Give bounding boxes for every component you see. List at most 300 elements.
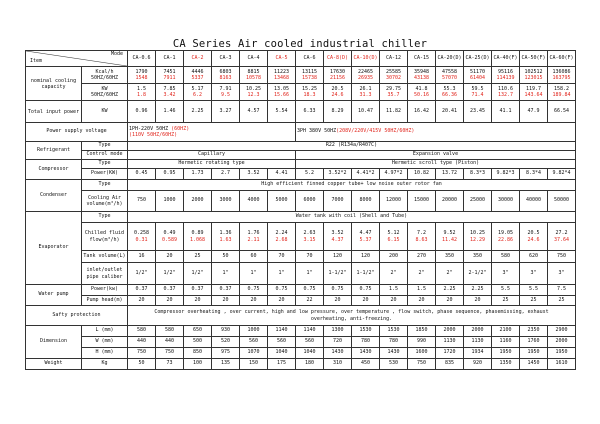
chilled-flow-cell — [184, 223, 212, 251]
kcal-cell — [352, 67, 380, 84]
kcal-cell — [268, 67, 296, 84]
flow-60hz: 4.37 — [331, 236, 344, 243]
total-power-cell: 11.82 — [380, 101, 408, 123]
safety-protection-text — [128, 306, 576, 326]
evaporator-label: Evaporator — [26, 212, 82, 285]
pump-head-cell: 20 — [464, 296, 492, 306]
kw-cell — [520, 84, 548, 101]
flow-60hz: 12.29 — [469, 236, 486, 243]
cooling-air-cell: 40000 — [520, 191, 548, 212]
dimension-label: Dimension — [26, 326, 82, 359]
compressor-power-cell: 0.95 — [156, 169, 184, 180]
model-header: CA-2 — [184, 51, 212, 67]
flow-60hz: 0.589 — [161, 236, 178, 243]
pump-power-cell: 0.75 — [296, 285, 324, 296]
tank-volume-cell: 70 — [296, 251, 324, 263]
cooling-air-cell: 15000 — [408, 191, 436, 212]
model-header: CA-15 — [408, 51, 436, 67]
model-header: CA-25(D) — [464, 51, 492, 67]
weight-cell: 180 — [296, 359, 324, 370]
total-power-label: Total input power — [26, 101, 82, 123]
kw-60hz: 66.36 — [441, 92, 458, 98]
kw-cell — [352, 84, 380, 101]
dimension-w-cell: 560 — [296, 337, 324, 348]
total-power-cell: 41.1 — [492, 101, 520, 123]
kw-50hz: 7.85 — [163, 85, 176, 92]
pipe-caliber-cell: 2-1/2" — [464, 263, 492, 285]
condenser-type-value: High efficient finned copper tube+ low noise outer rotor fan — [128, 180, 576, 191]
kcal-50hz: 102512 — [524, 68, 543, 75]
compressor-power-cell: 1.73 — [184, 169, 212, 180]
chilled-flow-label-top: Chilled fluid — [84, 230, 125, 237]
kw-60hz: 143.64 — [524, 92, 543, 98]
chilled-flow-cell — [268, 223, 296, 251]
dimension-h-cell: 1950 — [520, 348, 548, 359]
kcal-60hz: 7911 — [163, 75, 176, 81]
flow-50hz: 4.47 — [359, 230, 372, 237]
page-title: CA Series Air cooled industrial chiller — [172, 38, 428, 50]
compressor-type-label: Type — [82, 160, 128, 169]
three-phase-supply — [296, 123, 576, 142]
pump-power-cell: 2.25 — [436, 285, 464, 296]
kw-50hz: 41.8 — [415, 85, 428, 92]
kcal-50hz: 4446 — [191, 68, 204, 75]
chilled-flow-cell — [520, 223, 548, 251]
tank-volume-cell: 750 — [548, 251, 576, 263]
dimension-l-cell: 1530 — [352, 326, 380, 337]
pump-power-cell: 1.5 — [380, 285, 408, 296]
kcal-60hz: 43138 — [413, 75, 430, 81]
kcal-50hz: 8815 — [247, 68, 260, 75]
pipe-caliber-cell: 2" — [408, 263, 436, 285]
tank-volume-cell: 70 — [268, 251, 296, 263]
condenser-type-label: Type — [82, 180, 128, 191]
cooling-air-cell: 7000 — [324, 191, 352, 212]
flow-50hz: 0.258 — [133, 230, 150, 237]
dimension-l-cell: 1850 — [408, 326, 436, 337]
total-power-cell: 8.29 — [324, 101, 352, 123]
kw-50hz: 20.5 — [331, 85, 344, 92]
power-supply-label: Power supply voltage — [26, 123, 128, 142]
mode-label: Mode — [110, 51, 123, 57]
pump-head-label: Pump head(m) — [82, 296, 128, 306]
weight-label: Weight — [26, 359, 82, 370]
pump-head-cell: 20 — [380, 296, 408, 306]
dimension-w-cell: 990 — [408, 337, 436, 348]
compressor-power-cell: 3.52*2 — [324, 169, 352, 180]
dimension-w-cell: 520 — [212, 337, 240, 348]
evaporator-type-value: Water tank with coil (Shell and Tube) — [128, 212, 576, 223]
dimension-h-cell: 975 — [212, 348, 240, 359]
kw-60hz: 12.3 — [247, 92, 260, 98]
kcal-50hz: 35948 — [413, 68, 430, 75]
refrigerant-label: Refrigerant — [26, 142, 82, 160]
kcal-60hz: 21156 — [329, 75, 346, 81]
cooling-air-label-top: Cooling Air — [87, 194, 122, 201]
flow-60hz: 2.68 — [275, 236, 288, 243]
kw-50hz: 7.91 — [219, 85, 232, 92]
dimension-h-cell: 850 — [184, 348, 212, 359]
kw-cell — [408, 84, 436, 101]
flow-60hz: 22.86 — [497, 236, 514, 243]
pump-power-cell: 5.5 — [520, 285, 548, 296]
chilled-flow-label-bottom: flow(m³/h) — [89, 236, 120, 243]
cooling-capacity-label: nominal cooling capacity — [26, 67, 82, 101]
cooling-air-cell: 6000 — [296, 191, 324, 212]
kw-cell — [184, 84, 212, 101]
kcal-60hz: 13468 — [273, 75, 290, 81]
model-header: CA-3 — [212, 51, 240, 67]
dimension-w-cell: 1160 — [492, 337, 520, 348]
dimension-h-cell: 1600 — [408, 348, 436, 359]
kcal-50hz: 22465 — [357, 68, 374, 75]
pump-power-cell: 1.5 — [408, 285, 436, 296]
kcal-cell — [492, 67, 520, 84]
compressor-power-cell: 8.3*3 — [464, 169, 492, 180]
kcal-60hz: 8163 — [219, 75, 232, 81]
kcal-60hz: 123015 — [524, 75, 543, 81]
pipe-caliber-cell: 1" — [240, 263, 268, 285]
compressor-power-cell: 2.7 — [212, 169, 240, 180]
flow-50hz: 3.52 — [331, 230, 344, 237]
pump-head-cell: 20 — [184, 296, 212, 306]
dimension-l-cell: 1000 — [240, 326, 268, 337]
control-capillary: Capillary — [128, 151, 296, 160]
compressor-power-cell: 8.3*4 — [520, 169, 548, 180]
dimension-w-label: W (mm) — [82, 337, 128, 348]
kw-60hz: 71.4 — [471, 92, 484, 98]
safety-protection-label: Safty protection — [26, 306, 128, 326]
compressor-power-cell: 4.41 — [268, 169, 296, 180]
kw-60hz: 9.5 — [220, 92, 231, 98]
kw-60hz: 35.7 — [387, 92, 400, 98]
flow-60hz: 1.63 — [219, 236, 232, 243]
compressor-power-cell: 10.82 — [408, 169, 436, 180]
kcal-50hz: 95116 — [497, 68, 514, 75]
compressor-power-cell: 0.45 — [128, 169, 156, 180]
safety-line-2: overheating, anti-freezing. — [310, 315, 393, 322]
kcal-50hz: 47558 — [441, 68, 458, 75]
kw-unit-top: KW — [101, 85, 108, 92]
chilled-flow-cell — [380, 223, 408, 251]
model-header: CA-50(F) — [520, 51, 548, 67]
pump-head-cell: 25 — [492, 296, 520, 306]
compressor-power-cell: 3.52 — [240, 169, 268, 180]
cooling-air-label-bottom: volume(m³/h) — [86, 201, 123, 207]
pump-power-cell: 5.5 — [492, 285, 520, 296]
pipe-caliber-cell: 1/2" — [156, 263, 184, 285]
weight-cell: 50 — [128, 359, 156, 370]
tank-volume-cell: 620 — [520, 251, 548, 263]
kw-cell — [268, 84, 296, 101]
kcal-60hz: 57070 — [441, 75, 458, 81]
weight-cell: 310 — [324, 359, 352, 370]
cooling-air-cell: 8000 — [352, 191, 380, 212]
pipe-caliber-label — [82, 263, 128, 285]
pipe-caliber-label-top: inlet/outlet — [86, 267, 123, 274]
three-phase-alt-freq: 50HZ/60HZ) — [384, 128, 415, 135]
flow-50hz: 0.49 — [163, 230, 176, 237]
total-power-cell: 20.41 — [436, 101, 464, 123]
kcal-unit-bottom: 50HZ/60HZ — [90, 75, 119, 81]
compressor-power-cell: 13.72 — [436, 169, 464, 180]
model-header: CA-4 — [240, 51, 268, 67]
tank-volume-cell: 270 — [408, 251, 436, 263]
flow-60hz: 0.31 — [135, 236, 148, 243]
dimension-h-cell: 1040 — [296, 348, 324, 359]
total-power-cell: 3.27 — [212, 101, 240, 123]
flow-50hz: 10.25 — [469, 230, 486, 237]
evaporator-type-label: Type — [82, 212, 128, 223]
kcal-unit-label — [82, 67, 128, 84]
tank-volume-cell: 120 — [352, 251, 380, 263]
dimension-h-cell: 1950 — [548, 348, 576, 359]
total-power-cell: 66.54 — [548, 101, 576, 123]
pipe-caliber-cell: 1-1/2" — [352, 263, 380, 285]
condenser-label: Condenser — [26, 180, 82, 212]
kw-60hz: 6.2 — [192, 92, 203, 98]
weight-cell: 100 — [184, 359, 212, 370]
dimension-w-cell: 1760 — [520, 337, 548, 348]
pump-power-cell: 2.25 — [464, 285, 492, 296]
tank-volume-cell: 580 — [492, 251, 520, 263]
chilled-flow-cell — [128, 223, 156, 251]
cooling-air-cell: 4000 — [240, 191, 268, 212]
control-mode-label: Control mode — [82, 151, 128, 160]
weight-cell: 450 — [352, 359, 380, 370]
kw-60hz: 1.8 — [136, 92, 147, 98]
pump-power-cell: 0.75 — [352, 285, 380, 296]
chilled-flow-cell — [240, 223, 268, 251]
weight-cell: 920 — [464, 359, 492, 370]
kcal-60hz: 10578 — [245, 75, 262, 81]
pump-power-cell: 0.75 — [268, 285, 296, 296]
kcal-cell — [548, 67, 576, 84]
chilled-flow-cell — [324, 223, 352, 251]
kcal-50hz: 25585 — [385, 68, 402, 75]
pipe-caliber-cell: 3" — [548, 263, 576, 285]
dimension-l-cell: 2000 — [436, 326, 464, 337]
dimension-l-cell: 580 — [128, 326, 156, 337]
weight-cell: 175 — [268, 359, 296, 370]
model-header: CA-10(D) — [352, 51, 380, 67]
dimension-l-label: L (mm) — [82, 326, 128, 337]
kcal-50hz: 1790 — [135, 68, 148, 75]
kcal-60hz: 5337 — [191, 75, 204, 81]
kw-60hz: 3.42 — [163, 92, 176, 98]
kcal-60hz: 15738 — [301, 75, 318, 81]
kw-cell — [464, 84, 492, 101]
flow-60hz: 6.15 — [387, 236, 400, 243]
dimension-w-cell: 560 — [240, 337, 268, 348]
weight-cell: 1450 — [520, 359, 548, 370]
compressor-power-cell: 4.97*2 — [380, 169, 408, 180]
flow-50hz: 1.36 — [219, 230, 232, 237]
kcal-50hz: 6803 — [219, 68, 232, 75]
control-expansion-valve: Expansion valve — [296, 151, 576, 160]
refrigerant-type-value: R22 (R134a/R407C) — [128, 142, 576, 151]
cooling-air-cell: 30000 — [492, 191, 520, 212]
pipe-caliber-cell: 1" — [268, 263, 296, 285]
dimension-w-cell: 1130 — [464, 337, 492, 348]
spec-table — [25, 50, 576, 370]
kcal-60hz: 114139 — [496, 75, 515, 81]
cooling-air-cell: 20000 — [436, 191, 464, 212]
chilled-flow-label — [82, 223, 128, 251]
tank-volume-label: Tank volume(L) — [82, 251, 128, 263]
pipe-caliber-cell: 2" — [436, 263, 464, 285]
chilled-flow-cell — [156, 223, 184, 251]
dimension-w-cell: 440 — [128, 337, 156, 348]
weight-unit: Kg — [82, 359, 128, 370]
dimension-h-cell: 1430 — [380, 348, 408, 359]
pump-power-cell: 0.37 — [128, 285, 156, 296]
kcal-cell — [464, 67, 492, 84]
kw-cell — [380, 84, 408, 101]
cooling-air-cell: 50000 — [548, 191, 576, 212]
cooling-air-label — [82, 191, 128, 212]
pump-head-cell: 20 — [352, 296, 380, 306]
kw-60hz: 18.3 — [303, 92, 316, 98]
dimension-l-cell: 2900 — [548, 326, 576, 337]
flow-50hz: 27.2 — [555, 230, 568, 237]
kcal-50hz: 51170 — [469, 68, 486, 75]
pump-power-cell: 0.37 — [156, 285, 184, 296]
dimension-l-cell: 2000 — [464, 326, 492, 337]
kcal-unit-top: Kcal/h — [95, 68, 114, 75]
flow-50hz: 2.63 — [303, 230, 316, 237]
kw-50hz: 1.5 — [136, 85, 147, 92]
pipe-caliber-cell: 3" — [520, 263, 548, 285]
kcal-cell — [184, 67, 212, 84]
dimension-l-cell: 1140 — [296, 326, 324, 337]
kw-50hz: 5.17 — [191, 85, 204, 92]
kcal-60hz: 1548 — [135, 75, 148, 81]
kcal-50hz: 11223 — [273, 68, 290, 75]
chilled-flow-cell — [464, 223, 492, 251]
total-power-cell: 23.45 — [464, 101, 492, 123]
dimension-h-label: H (mm) — [82, 348, 128, 359]
single-phase-supply — [128, 123, 296, 142]
compressor-power-cell: 4.41*2 — [352, 169, 380, 180]
compressor-power-cell: 5.2 — [296, 169, 324, 180]
pipe-caliber-cell: 1/2" — [184, 263, 212, 285]
kw-cell — [240, 84, 268, 101]
kcal-cell — [380, 67, 408, 84]
dimension-h-cell: 750 — [156, 348, 184, 359]
kw-60hz: 24.6 — [331, 92, 344, 98]
model-header: CA-1 — [156, 51, 184, 67]
weight-cell: 135 — [212, 359, 240, 370]
three-phase-alt-voltage: (208V/220V/415V — [336, 128, 382, 135]
refrigerant-type-label: Type — [82, 142, 128, 151]
pipe-caliber-cell: 3" — [492, 263, 520, 285]
single-phase-110v: (110V 50HZ/60HZ) — [129, 132, 178, 138]
cooling-air-cell: 750 — [128, 191, 156, 212]
compressor-power-cell: 9.82*4 — [548, 169, 576, 180]
tank-volume-cell: 25 — [184, 251, 212, 263]
kw-50hz: 119.7 — [525, 85, 542, 92]
kw-cell — [128, 84, 156, 101]
pump-head-cell: 20 — [212, 296, 240, 306]
kw-cell — [212, 84, 240, 101]
chilled-flow-cell — [352, 223, 380, 251]
pipe-caliber-label-bottom: pipe caliber — [86, 273, 123, 280]
weight-cell: 150 — [240, 359, 268, 370]
cooling-air-cell: 25000 — [464, 191, 492, 212]
dimension-w-cell: 720 — [324, 337, 352, 348]
cooling-air-cell: 12000 — [380, 191, 408, 212]
kcal-50hz: 17630 — [329, 68, 346, 75]
dimension-l-cell: 650 — [184, 326, 212, 337]
kw-60hz: 132.7 — [497, 92, 514, 98]
single-phase-60hz: (60HZ) — [171, 125, 190, 132]
dimension-l-cell: 930 — [212, 326, 240, 337]
flow-50hz: 7.2 — [416, 230, 427, 237]
tank-volume-cell: 120 — [324, 251, 352, 263]
pump-head-cell: 20 — [324, 296, 352, 306]
kw-60hz: 31.3 — [359, 92, 372, 98]
kcal-60hz: 163795 — [552, 75, 571, 81]
weight-cell: 73 — [156, 359, 184, 370]
kcal-cell — [520, 67, 548, 84]
dimension-l-cell: 2100 — [492, 326, 520, 337]
dimension-h-cell: 1950 — [492, 348, 520, 359]
flow-50hz: 1.76 — [247, 230, 260, 237]
weight-cell: 530 — [380, 359, 408, 370]
tank-volume-cell: 350 — [464, 251, 492, 263]
total-power-cell: 4.57 — [240, 101, 268, 123]
kw-cell — [156, 84, 184, 101]
dimension-h-cell: 1934 — [464, 348, 492, 359]
total-power-cell: 47.9 — [520, 101, 548, 123]
header-corner — [26, 51, 128, 67]
pump-power-cell: 0.75 — [240, 285, 268, 296]
chilled-flow-cell — [408, 223, 436, 251]
cooling-air-cell: 5000 — [268, 191, 296, 212]
pump-power-cell: 0.75 — [324, 285, 352, 296]
kcal-cell — [296, 67, 324, 84]
dimension-h-cell: 1040 — [268, 348, 296, 359]
dimension-w-cell: 440 — [156, 337, 184, 348]
dimension-h-cell: 1430 — [324, 348, 352, 359]
tank-volume-cell: 60 — [240, 251, 268, 263]
chilled-flow-cell — [436, 223, 464, 251]
pump-head-cell: 25 — [520, 296, 548, 306]
chilled-flow-cell — [212, 223, 240, 251]
chilled-flow-cell — [548, 223, 576, 251]
model-header: CA-60(F) — [548, 51, 576, 67]
kw-50hz: 29.75 — [385, 85, 402, 92]
flow-50hz: 9.52 — [443, 230, 456, 237]
pump-head-cell: 20 — [268, 296, 296, 306]
dimension-h-cell: 1430 — [352, 348, 380, 359]
chilled-flow-cell — [296, 223, 324, 251]
model-header: CA-0.6 — [128, 51, 156, 67]
weight-cell: 750 — [408, 359, 436, 370]
kcal-cell — [436, 67, 464, 84]
kw-cell — [548, 84, 576, 101]
weight-cell: 1350 — [492, 359, 520, 370]
compressor-type-scroll: Hermetic scroll type (Piston) — [296, 160, 576, 169]
model-header: CA-8(D) — [324, 51, 352, 67]
flow-50hz: 19.05 — [497, 230, 514, 237]
pump-power-cell: 0.37 — [184, 285, 212, 296]
kw-50hz: 55.3 — [443, 85, 456, 92]
dimension-w-cell: 780 — [380, 337, 408, 348]
kcal-60hz: 26935 — [357, 75, 374, 81]
flow-60hz: 3.15 — [303, 236, 316, 243]
